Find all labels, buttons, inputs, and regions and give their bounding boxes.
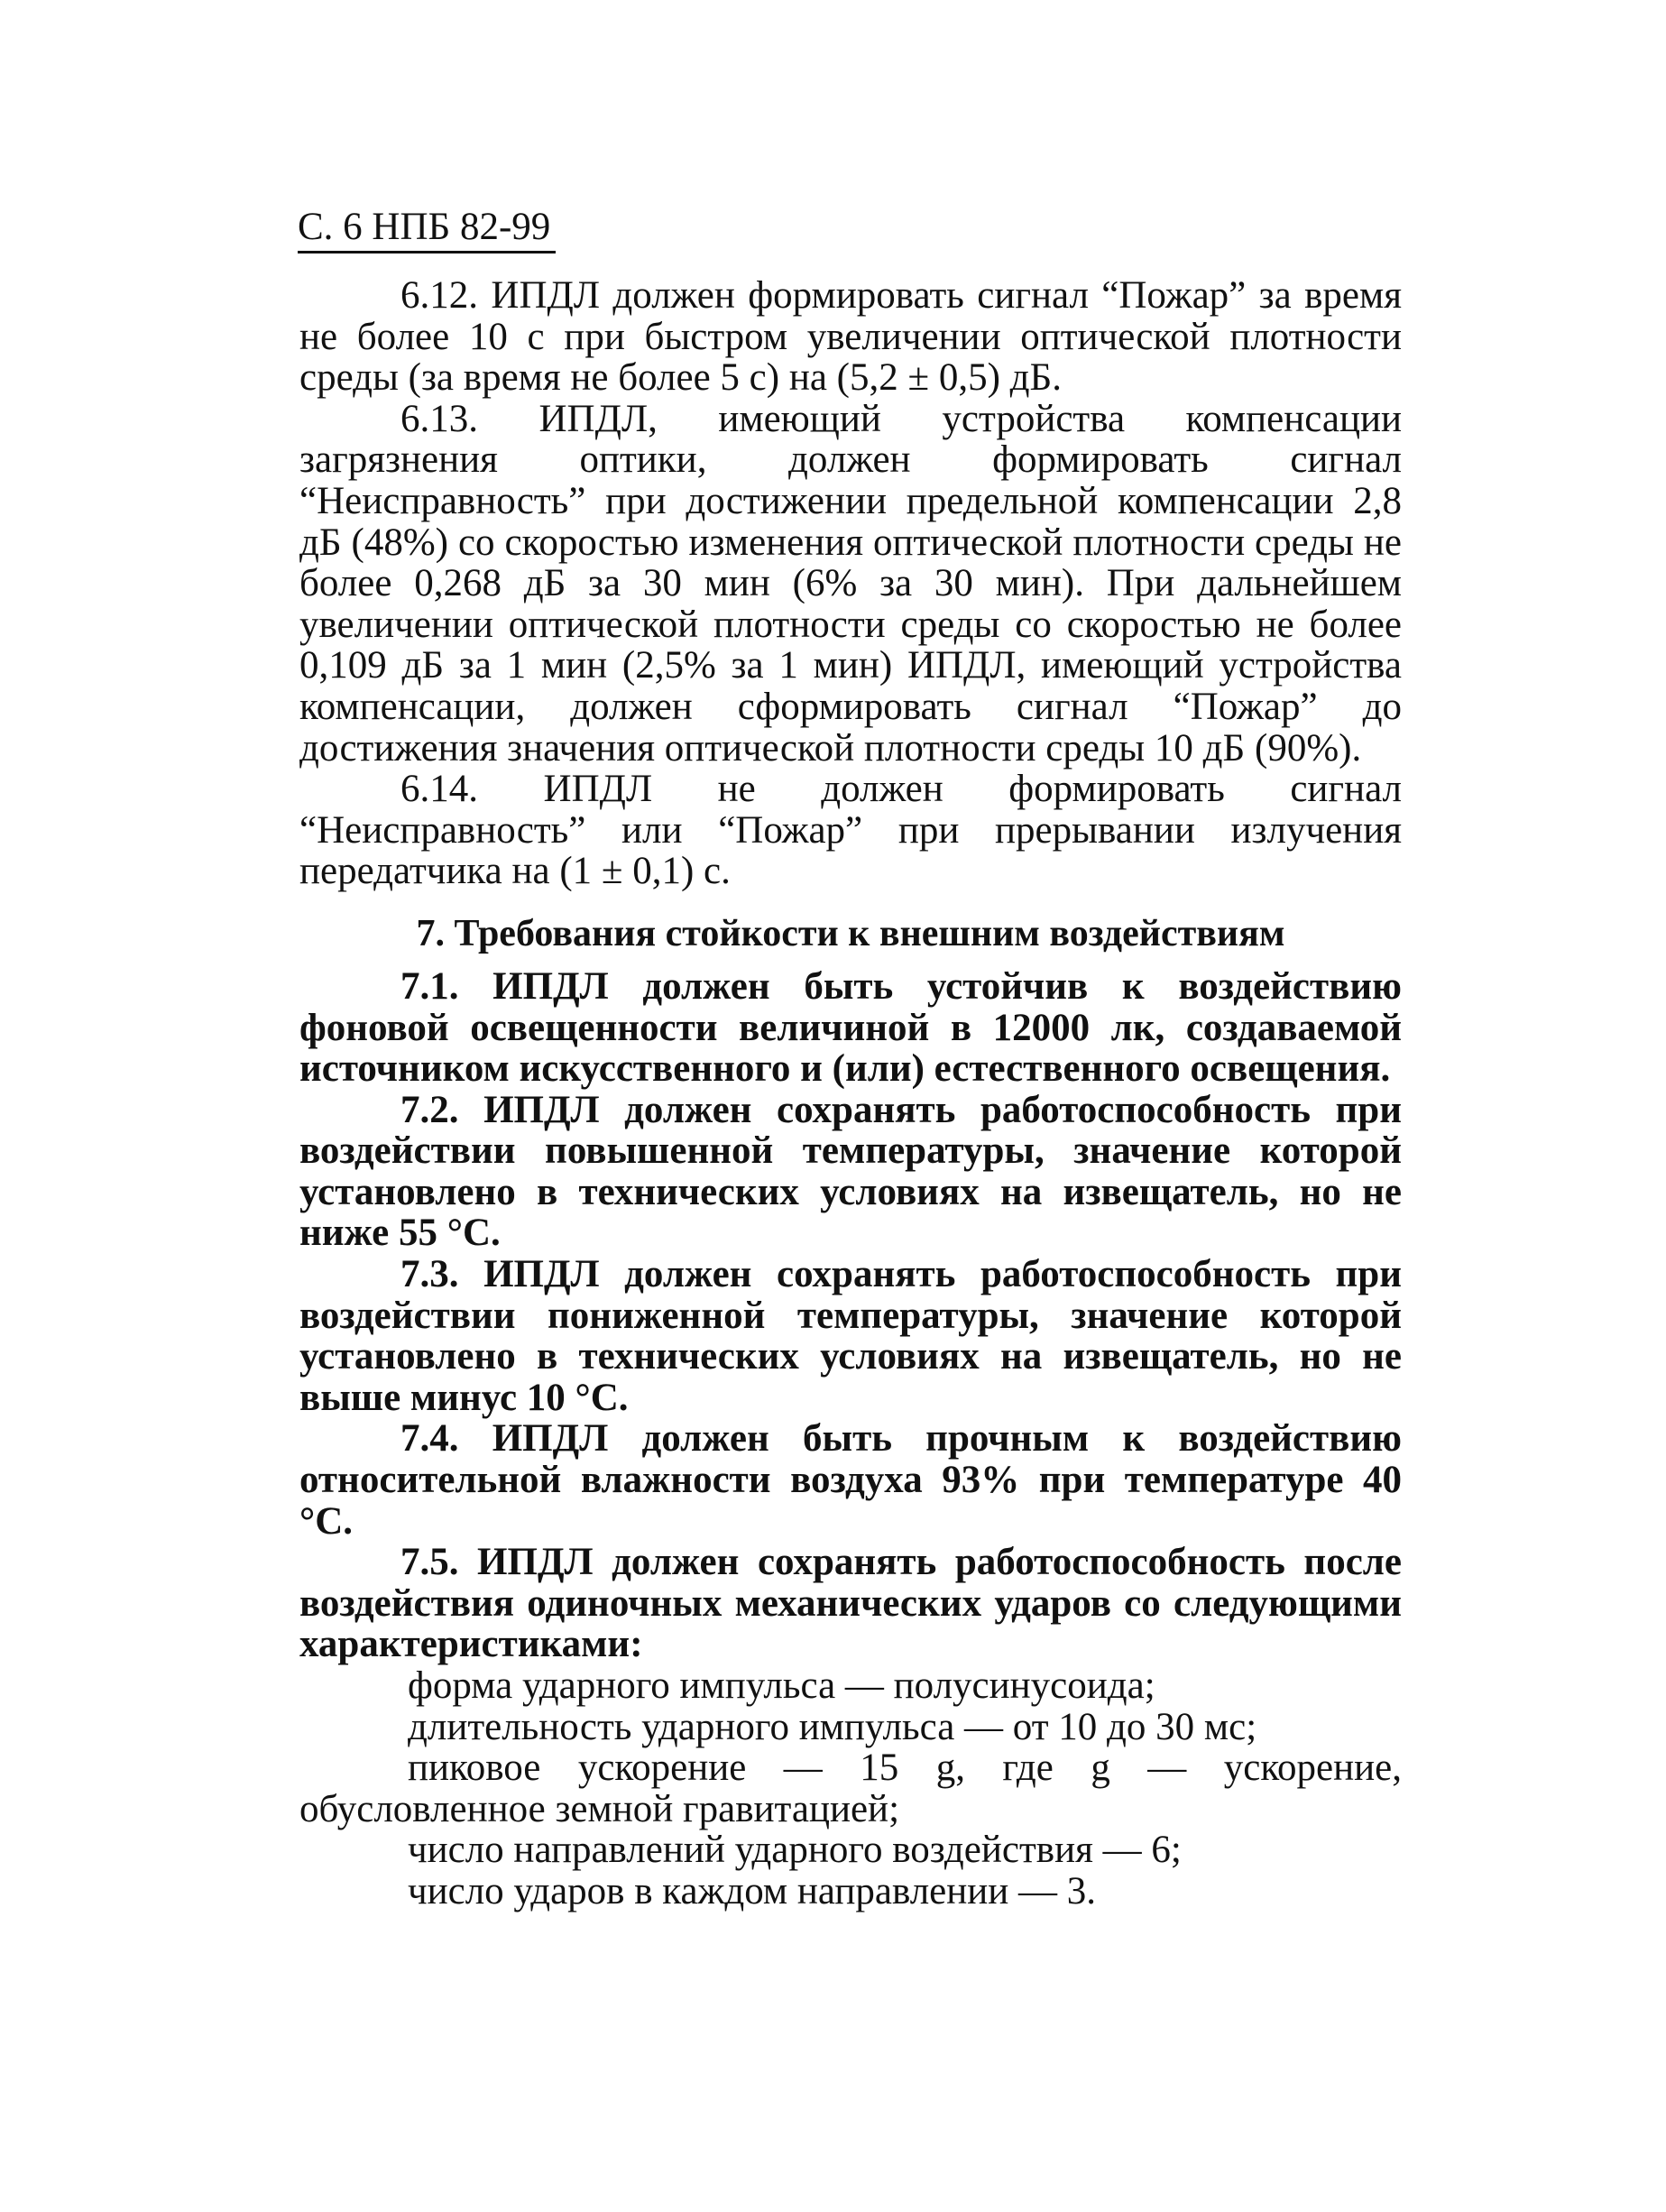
list-item: длительность ударного импульса — от 10 до 30 мс; [408, 1705, 1257, 1748]
paragraph-7-3: 7.3. ИПДЛ должен сохранять работоспособность при воздействии пониженной температуры, значение которой установлено в технических условиях на извещатель, но не выше минус 10 °С. [299, 1253, 1402, 1419]
paragraph-7-1: 7.1. ИПДЛ должен быть устойчив к воздействию фоновой освещенности величиной в 12000 лк, создаваемой источником искусственного и (или) естественного освещения. [299, 964, 1402, 1091]
document-body [299, 275, 1402, 1912]
section-7-title: 7. Требования стойкости к внешним воздействиям [416, 912, 1285, 954]
page-header: С. 6 НПБ 82-99 [298, 204, 556, 253]
paragraph-7-4: 7.4. ИПДЛ должен быть прочным к воздействию относительной влажности воздуха 93% при температуре 40 °С. [299, 1417, 1402, 1543]
paragraph-6-12: 6.12. ИПДЛ должен формировать сигнал “Пожар” за время не более 10 с при быстром увеличении оптической плотности среды (за время не более 5 с) на (5,2 ± 0,5) дБ. [299, 274, 1402, 400]
list-item: число ударов в каждом направлении — 3. [408, 1869, 1097, 1912]
list-item: форма ударного импульса — полусинусоида; [408, 1664, 1155, 1707]
paragraph-7-5: 7.5. ИПДЛ должен сохранять работоспособность после воздействия одиночных механических ударов со следующими характеристиками: [299, 1541, 1402, 1666]
paragraph-7-2: 7.2. ИПДЛ должен сохранять работоспособность при воздействии повышенной температуры, значение которой установлено в технических условиях на извещатель, но не ниже 55 °С. [299, 1088, 1402, 1255]
paragraph-6-13: 6.13. ИПДЛ, имеющий устройства компенсации загрязнения оптики, должен формировать сигнал “Неисправность” при достижении предельной компенсации 2,8 дБ (48%) со скоростью изменения оптической плотности среды не более 0,268 дБ за 30 мин (6% за 30 мин). При дальнейшем увеличении оптической плотности среды со скоростью не более 0,109 дБ за 1 мин (2,5% за 1 мин) ИПДЛ, имеющий устройства компенсации, должен сформировать сигнал “Пожар” до достижения значения оптической плотности среды 10 дБ (90%). [299, 397, 1402, 770]
shock-characteristics-list [299, 1665, 1402, 1912]
list-item: число направлений ударного воздействия — 6; [408, 1829, 1182, 1872]
paragraph-6-14: 6.14. ИПДЛ не должен формировать сигнал “Неисправность” или “Пожар” при прерывании излучения передатчика на (1 ± 0,1) с. [299, 768, 1402, 893]
list-item: пиковое ускорение — 15 g, где g — ускорение, обусловленное земной гравитацией; [299, 1747, 1402, 1830]
